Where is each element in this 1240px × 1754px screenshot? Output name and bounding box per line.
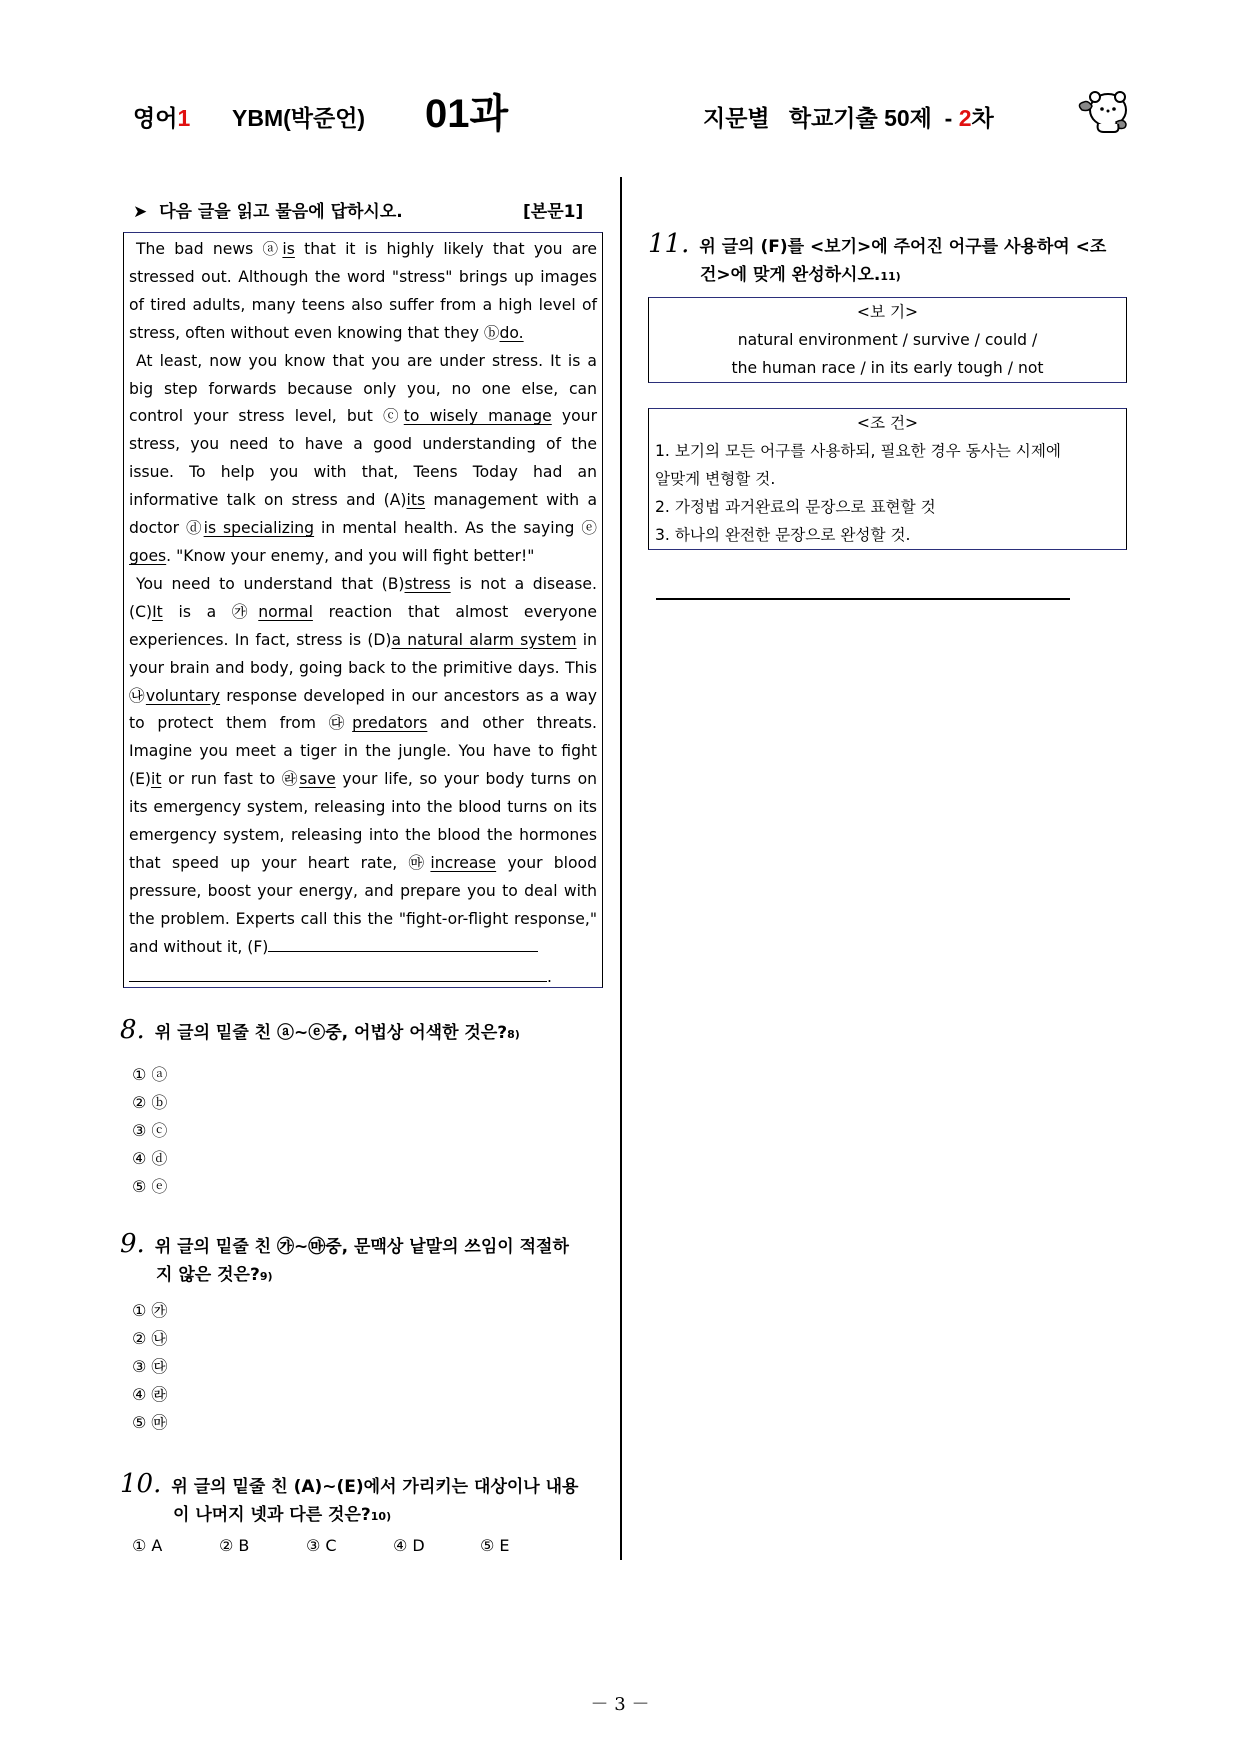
question-number: 10.: [120, 1469, 162, 1499]
option-3[interactable]: ③ ㉰: [132, 1357, 168, 1376]
option-2[interactable]: ② ㉯: [132, 1329, 168, 1348]
passage-tag: [본문1]: [523, 202, 584, 222]
question-text-line-2: 이 나머지 넷과 다른 것은?10): [173, 1505, 392, 1525]
bogi-box: [648, 297, 1127, 383]
condition-item: 1. 보기의 모든 어구를 사용하되, 필요한 경우 동사는 시제에: [655, 442, 1061, 460]
conditions-box: [648, 408, 1127, 550]
underlined-phrase: is: [282, 240, 295, 258]
subject-number: 1: [177, 105, 191, 131]
underlined-phrase: to wisely manage: [403, 407, 552, 426]
question-text-line-1: 위 글의 밑줄 친 (A)~(E)에서 가리키는 대상이나 내용: [171, 1477, 579, 1497]
question-11: [648, 230, 1128, 291]
question-text-line-1: 위 글의 밑줄 친 ㉮~㉲중, 문맥상 낱말의 쓰임이 적절하: [154, 1237, 569, 1257]
underlined-phrase: it: [151, 770, 162, 789]
option-3[interactable]: ③ C: [306, 1536, 337, 1555]
question-8: [120, 1016, 605, 1049]
question-number: 8.: [120, 1015, 145, 1045]
option-5[interactable]: ⑤ ⓔ: [132, 1177, 168, 1196]
passage-box: [123, 232, 603, 988]
option-5[interactable]: ⑤ ㉲: [132, 1413, 168, 1432]
answer-line[interactable]: [656, 598, 1070, 600]
option-4[interactable]: ④ ㉱: [132, 1385, 168, 1404]
condition-item: 2. 가정법 과거완료의 문장으로 표현할 것: [655, 498, 936, 516]
bogi-line-2: the human race / in its early tough / not: [731, 359, 1044, 377]
underlined-phrase: do.: [499, 323, 524, 342]
option-2[interactable]: ② B: [219, 1536, 250, 1555]
round-number: 2: [958, 105, 972, 131]
underlined-phrase: a natural alarm system: [391, 630, 577, 649]
underlined-phrase: save: [299, 770, 336, 789]
question-8-options: [132, 1061, 167, 1201]
underlined-phrase: normal: [258, 602, 313, 621]
condition-item: 알맞게 변형할 것.: [655, 470, 776, 488]
question-10: [120, 1470, 610, 1531]
publisher-label: YBM(박준언): [232, 105, 366, 131]
underlined-phrase: increase: [430, 853, 497, 872]
column-divider: [620, 177, 622, 1560]
bear-with-heart-icon: [1076, 88, 1132, 136]
bogi-title: <보 기>: [856, 303, 919, 321]
condition-item: 3. 하나의 완전한 문장으로 완성할 것.: [655, 526, 911, 544]
question-text-line-1: 위 글의 (F)를 <보기>에 주어진 어구를 사용하여 <조: [699, 237, 1107, 257]
underlined-phrase: predators: [352, 714, 428, 733]
answer-blank-line[interactable]: .: [129, 964, 597, 992]
question-text-line-2: 지 않은 것은?9): [156, 1265, 273, 1285]
underlined-phrase: voluntary: [145, 686, 221, 705]
page-number: － 3 －: [590, 1694, 650, 1715]
question-9-options: [132, 1297, 167, 1437]
option-4[interactable]: ④ ⓓ: [132, 1149, 168, 1168]
subject-label: 영어1: [133, 105, 191, 131]
paragraph-1: The bad news ⓐis that it is highly likely that you are stressed out. Although the word "stress" brings up images of tired adults, many teens also suffer from a high level of stress, often without even knowing that they ⓑdo.: [129, 240, 597, 342]
question-number: 11.: [648, 229, 690, 259]
instruction-text: 다음 글을 읽고 물음에 답하시오.: [159, 202, 403, 222]
option-3[interactable]: ③ ⓒ: [132, 1121, 168, 1140]
option-4[interactable]: ④ D: [393, 1536, 425, 1555]
question-text: 위 글의 밑줄 친 ⓐ~ⓔ중, 어법상 어색한 것은?8): [154, 1023, 520, 1043]
option-5[interactable]: ⑤ E: [480, 1536, 510, 1555]
option-1[interactable]: ① ㉮: [132, 1301, 168, 1320]
arrow-icon: ➤: [133, 202, 148, 222]
answer-blank-f[interactable]: [268, 937, 538, 952]
paragraph-3: You need to understand that (B)stress is not a disease. (C)It is a ㉮normal reaction that almost everyone experiences. In fact, stress is (D)a natural alarm system in your brain and body, going back to the primitive days. This ㉯voluntary response developed in our ancestors as a way to protect them from ㉰predators and other threats. Imagine you meet a tiger in the jungle. You have to fight (E)it or run fast to ㉱save your life, so your body turns on its emergency system, releasing into the blood turns on its emergency system, releasing into the blood the hormones that speed up your heart rate, ㉲increase your blood pressure, boost your energy, and prepare you to deal with the problem. Experts call this the "fight-or-flight response," and without it, (F): [129, 574, 597, 956]
bogi-line-1: natural environment / survive / could /: [737, 331, 1038, 349]
conditions-title: <조 건>: [856, 414, 919, 432]
paragraph-2: At least, now you know that you are under stress. It is a big step forwards because only you, no one else, can control your stress level, but ⓒto wisely manage your stress, you need to have a good understanding of the issue. To help you with that, Teens Today had an informative talk on stress and (A)its management with a doctor ⓓis specializing in mental health. As the saying ⓔ goes. "Know your enemy, and you will fight better!": [129, 351, 597, 565]
series-title: 지문별 학교기출 50제 - 2차: [703, 105, 994, 131]
underlined-phrase: is specializing: [203, 519, 315, 538]
question-9: [120, 1230, 605, 1291]
option-2[interactable]: ② ⓑ: [132, 1093, 168, 1112]
underlined-phrase: its: [406, 491, 426, 510]
question-text-line-2: 건>에 맞게 완성하시오.11): [700, 265, 901, 285]
question-number: 9.: [120, 1229, 145, 1259]
instruction: [133, 197, 584, 222]
passage-text: [129, 236, 597, 991]
option-1[interactable]: ① A: [132, 1536, 163, 1555]
lesson-title: 01과: [425, 92, 509, 136]
underlined-phrase: stress: [404, 574, 451, 593]
question-10-options: [132, 1532, 567, 1560]
option-1[interactable]: ① ⓐ: [132, 1065, 168, 1084]
underlined-phrase: It: [152, 602, 163, 621]
underlined-phrase: goes: [129, 546, 167, 565]
